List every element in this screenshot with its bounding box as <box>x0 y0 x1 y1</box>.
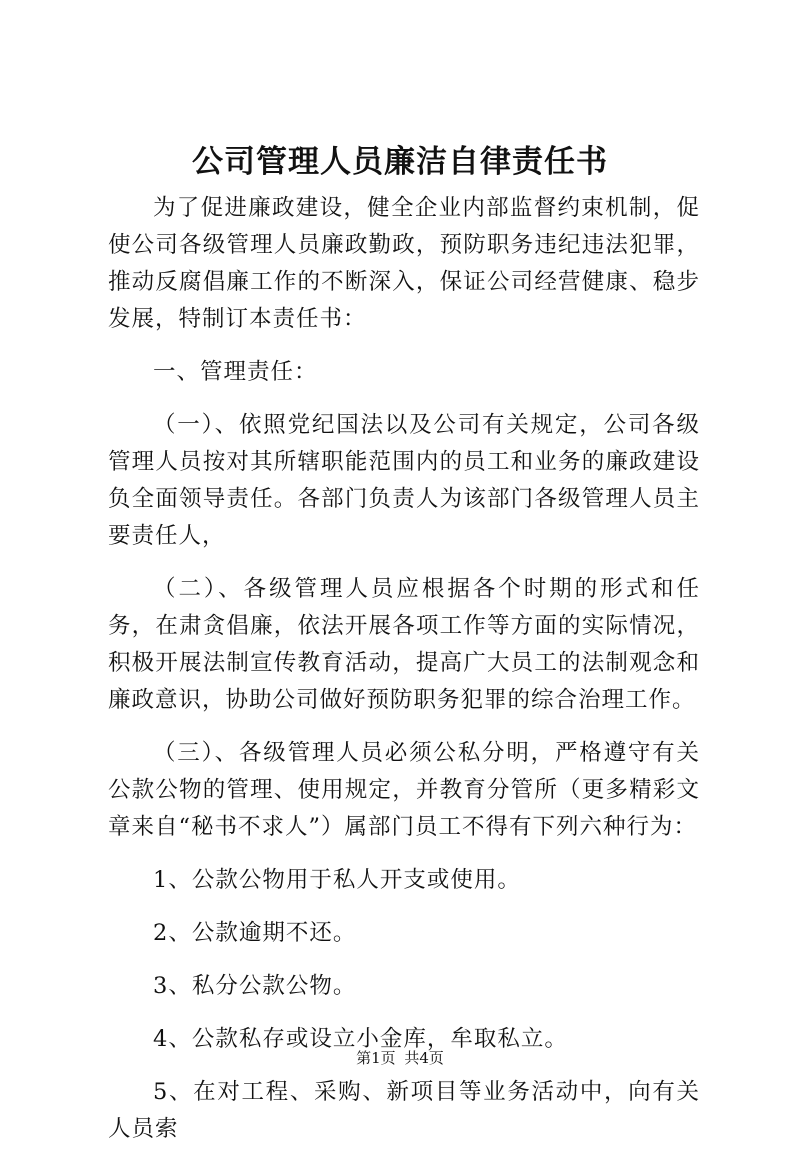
list-item: 3、私分公款公物。 <box>153 973 357 999</box>
intro-paragraph: 为了促进廉政建设，健全企业内部监督约束机制，促使公司各级管理人员廉政勤政，预防职务违纪违法犯罪，推动反腐倡廉工作的不断深入，保证公司经营健康、稳步发展，特制订本责任书： <box>108 195 700 332</box>
list-item: 2、公款逾期不还。 <box>153 920 357 946</box>
page-footer <box>0 1047 800 1069</box>
clause-3-paragraph: （三）、各级管理人员必须公私分明，严格遵守有关公款公物的管理、使用规定，并教育分管所（更多精彩文章来自“秘书不求人”）属部门员工不得有下列六种行为： <box>108 740 700 840</box>
page-total: 共4页 <box>404 1049 444 1067</box>
document-body <box>108 190 700 1164</box>
list-item: 5、在对工程、采购、新项目等业务活动中，向有关人员索 <box>108 1079 700 1142</box>
list-item: 4、公款私存或设立小金库，牟取私立。 <box>153 1026 568 1052</box>
document-title: 公司管理人员廉洁自律责任书 <box>192 144 608 180</box>
clause-2-paragraph: （二）、各级管理人员应根据各个时期的形式和任务，在肃贪倡廉，依法开展各项工作等方面的实际情况，积极开展法制宣传教育活动，提高广大员工的法制观念和廉政意识，协助公司做好预防职务犯罪的综合治理工作。 <box>108 576 700 713</box>
list-item: 1、公款公物用于私人开支或使用。 <box>153 867 521 893</box>
clause-1-paragraph: （一）、依照党纪国法以及公司有关规定，公司各级管理人员按对其所辖职能范围内的员工和业务的廉政建设负全面领导责任。各部门负责人为该部门各级管理人员主要责任人， <box>108 412 700 549</box>
page-number: 第1页 <box>356 1049 396 1067</box>
section-heading-management-responsibility: 一、管理责任： <box>153 359 318 385</box>
